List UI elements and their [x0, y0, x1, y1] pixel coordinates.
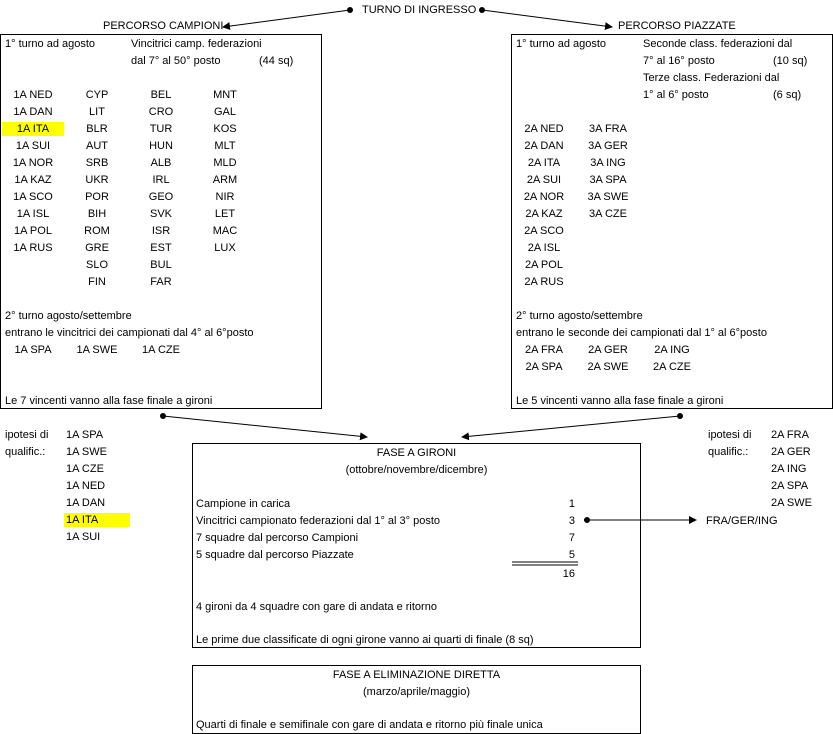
team-cell: POR	[85, 191, 109, 203]
team-cell: MLD	[213, 157, 237, 169]
team-cell: MNT	[213, 89, 237, 101]
team-cell-highlighted: 1A ITA	[2, 122, 64, 136]
team-cell: 1A SCO	[13, 191, 53, 203]
knockout-subtitle: (marzo/aprile/maggio)	[363, 686, 470, 698]
team-cell: SLO	[85, 259, 108, 271]
team-cell: HUN	[149, 140, 173, 152]
group-row-value: 3	[568, 515, 575, 527]
champions-round2-desc: entrano le vincitrici dei campionati dal 4° al 6°posto	[5, 327, 254, 339]
team-cell: 1A SUI	[15, 140, 51, 152]
team-cell: 2A SPA	[771, 480, 809, 492]
leagues-line3: Terze class. Federazioni dal	[643, 72, 780, 84]
team-cell: 2A SWE	[587, 361, 629, 373]
arrow-to-champions	[223, 10, 350, 27]
team-cell: 2A KAZ	[525, 208, 563, 220]
team-cell: 3A ING	[590, 157, 626, 169]
team-cell: 3A CZE	[589, 208, 627, 220]
group-desc-1: 4 gironi da 4 squadre con gare di andata e ritorno	[196, 601, 437, 613]
team-cell: LET	[214, 208, 236, 220]
group-row-value: 7	[568, 532, 575, 544]
team-cell: 1A DAN	[13, 106, 53, 118]
team-cell: 3A FRA	[589, 123, 627, 135]
champions-footer: Le 7 vincenti vanno alla fase finale a gironi	[5, 395, 213, 407]
team-cell: 2A POL	[525, 259, 563, 271]
team-cell: 3A GER	[588, 140, 628, 152]
team-cell: FAR	[150, 276, 172, 288]
team-cell: TUR	[149, 123, 173, 135]
champions-round2: 2° turno agosto/settembre	[5, 310, 132, 322]
team-cell: 2A ING	[654, 344, 690, 356]
team-cell: 2A ITA	[527, 157, 561, 169]
group-row-value: 5	[568, 549, 575, 561]
group-row-label: Campione in carica	[196, 498, 291, 510]
team-cell: ISR	[151, 225, 171, 237]
team-cell: 2A SPA	[525, 361, 563, 373]
arrow-to-leagues	[482, 10, 612, 27]
team-cell: NIR	[215, 191, 235, 203]
team-cell: 1A SWE	[66, 446, 107, 458]
hyp-left-label1: ipotesi di	[5, 429, 49, 441]
team-cell: MLT	[214, 140, 236, 152]
team-cell: MAC	[212, 225, 238, 237]
team-cell: GEO	[148, 191, 174, 203]
team-cell: 1A CZE	[66, 463, 104, 475]
team-cell: 2A GER	[771, 446, 811, 458]
team-cell: CYP	[85, 89, 109, 101]
team-cell: 1A NED	[66, 480, 106, 492]
champions-round1: 1° turno ad agosto	[5, 38, 96, 50]
leagues-line1: Seconde class. federazioni dal	[643, 38, 793, 50]
team-cell: 1A RUS	[13, 242, 53, 254]
hyp-right-label1: ipotesi di	[708, 429, 752, 441]
group-row-label: 5 squadre dal percorso Piazzate	[196, 549, 354, 561]
leagues-line4: 1° al 6° posto	[643, 89, 709, 101]
group-desc-2: Le prime due classificate di ogni girone vanno ai quarti di finale (8 sq)	[196, 634, 534, 646]
team-cell: 2A CZE	[653, 361, 691, 373]
team-cell: 1A SPA	[14, 344, 52, 356]
team-cell: 1A SPA	[66, 429, 104, 441]
group-row-label: Vincitrici campionato federazioni dal 1° al 3° posto	[196, 515, 441, 527]
team-cell: UKR	[85, 174, 109, 186]
group-stage-title: FASE A GIRONI	[376, 447, 457, 459]
knockout-desc: Quarti di finale e semifinale con gare di andata e ritorno più finale unica	[196, 719, 543, 731]
team-cell: ALB	[150, 157, 172, 169]
team-cell: 1A SUI	[66, 531, 101, 543]
page-title: TURNO DI INGRESSO	[362, 4, 477, 16]
team-cell: 2A RUS	[524, 276, 564, 288]
team-cell: BIH	[87, 208, 107, 220]
leagues-footer: Le 5 vincenti vanno alla fase finale a gironi	[516, 395, 724, 407]
champions-winners-line2: dal 7° al 50° posto	[131, 55, 221, 67]
team-cell: 2A SWE	[771, 497, 812, 509]
hyp-right-label2: qualific.:	[708, 446, 749, 458]
group-row-value: 1	[568, 498, 575, 510]
team-cell: 2A FRA	[525, 344, 563, 356]
team-cell: 1A DAN	[66, 497, 106, 509]
leagues-count1: (10 sq)	[773, 55, 808, 67]
team-cell: KOS	[213, 123, 237, 135]
team-cell: 2A NOR	[523, 191, 565, 203]
knockout-title: FASE A ELIMINAZIONE DIRETTA	[332, 669, 501, 681]
team-cell: 2A ING	[771, 463, 807, 475]
team-cell: 2A SCO	[524, 225, 564, 237]
team-cell: 1A SWE	[76, 344, 118, 356]
team-cell: GRE	[85, 242, 109, 254]
team-cell: 1A CZE	[142, 344, 180, 356]
team-cell: BLR	[86, 123, 108, 135]
champions-winners-line1: Vincitrici camp. federazioni	[131, 38, 262, 50]
team-cell: 2A FRA	[771, 429, 809, 441]
champions-path-title: PERCORSO CAMPIONI	[103, 20, 224, 32]
team-cell: 2A NED	[524, 123, 564, 135]
team-cell: EST	[150, 242, 172, 254]
group-row-label: 7 squadre dal percorso Campioni	[196, 532, 359, 544]
group-side-note: FRA/GER/ING	[706, 515, 778, 527]
group-total: 16	[562, 568, 575, 580]
team-cell: 1A KAZ	[14, 174, 52, 186]
leagues-round2: 2° turno agosto/settembre	[516, 310, 643, 322]
champions-count: (44 sq)	[259, 55, 294, 67]
team-cell: BUL	[150, 259, 172, 271]
team-cell: 2A SUI	[526, 174, 562, 186]
leagues-path-title: PERCORSO PIAZZATE	[618, 20, 736, 32]
team-cell: SVK	[149, 208, 172, 220]
leagues-round1: 1° turno ad agosto	[516, 38, 607, 50]
team-cell: AUT	[86, 140, 108, 152]
group-stage-subtitle: (ottobre/novembre/dicembre)	[345, 464, 488, 476]
team-cell: 1A POL	[14, 225, 52, 237]
team-cell: 1A NOR	[12, 157, 54, 169]
arrow-leagues-to-groups	[462, 416, 680, 437]
team-cell: CRO	[148, 106, 174, 118]
team-cell: FIN	[88, 276, 106, 288]
team-cell: 2A DAN	[524, 140, 564, 152]
team-cell: 3A SPA	[589, 174, 627, 186]
team-cell: ROM	[84, 225, 110, 237]
hyp-left-label2: qualific.:	[5, 446, 46, 458]
team-cell: ARM	[212, 174, 238, 186]
team-cell: 2A GER	[588, 344, 628, 356]
team-cell: LUX	[214, 242, 236, 254]
team-cell: GAL	[213, 106, 236, 118]
team-cell: 1A NED	[13, 89, 53, 101]
leagues-round2-desc: entrano le seconde dei campionati dal 1° al 6°posto	[516, 327, 767, 339]
team-cell: BEL	[150, 89, 172, 101]
team-cell: LIT	[89, 106, 105, 118]
arrow-champions-to-groups	[163, 416, 367, 437]
team-cell: 1A ISL	[16, 208, 50, 220]
team-cell: 2A ISL	[527, 242, 561, 254]
team-cell: SRB	[85, 157, 109, 169]
team-cell: IRL	[152, 174, 170, 186]
team-cell: 3A SWE	[587, 191, 629, 203]
team-cell-highlighted: 1A ITA	[64, 513, 130, 527]
leagues-line2: 7° al 16° posto	[643, 55, 715, 67]
leagues-count2: (6 sq)	[773, 89, 802, 101]
